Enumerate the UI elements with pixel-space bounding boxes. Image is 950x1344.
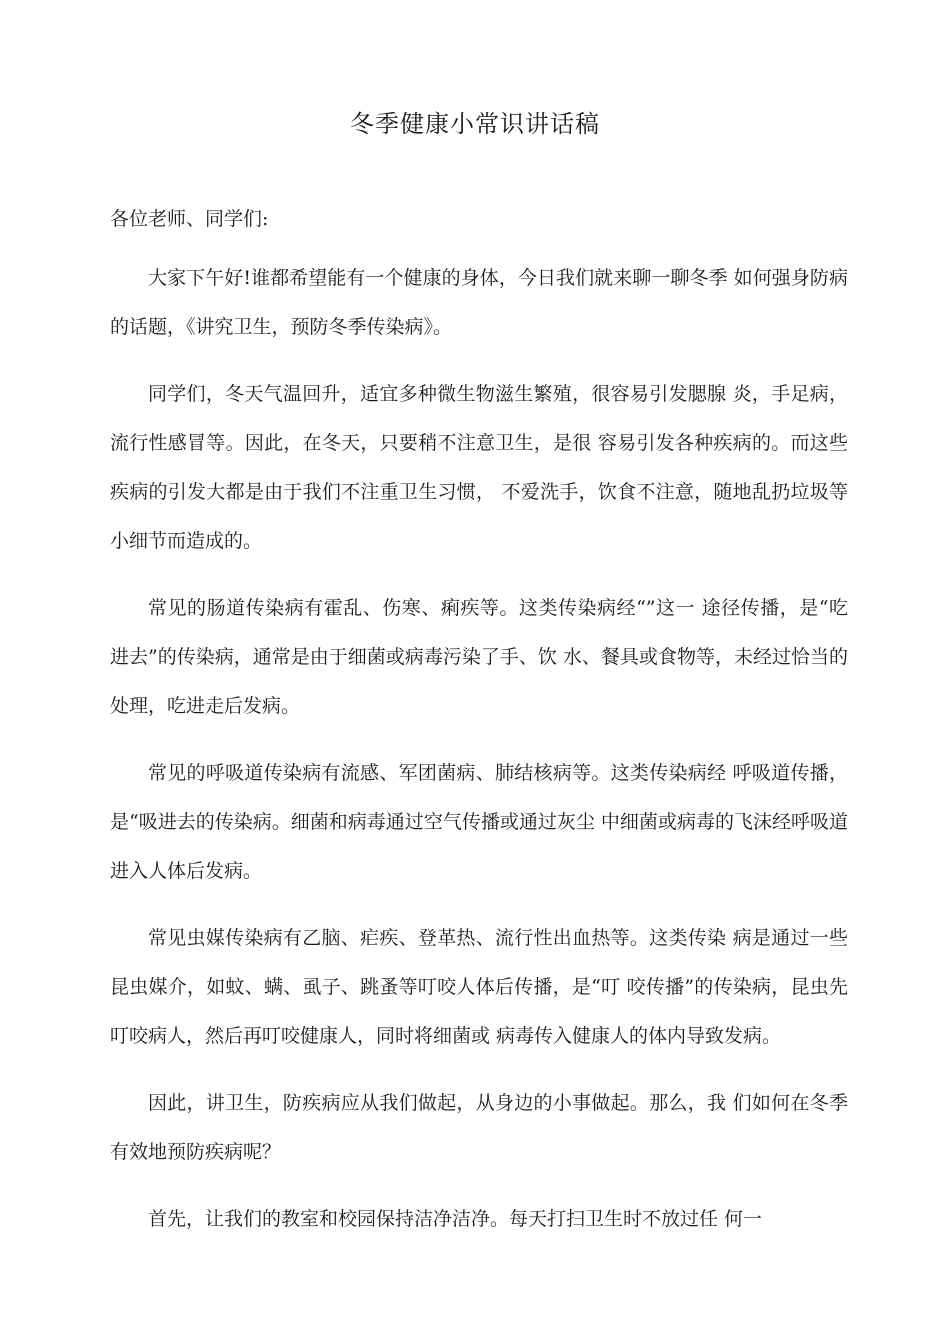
paragraph-greeting: 大家下午好!谁都希望能有一个健康的身体，今日我们就来聊一聊冬季 如何强身防病的话题，《讲究卫生，预防冬季传染病》。 xyxy=(110,267,848,338)
paragraph-respiratory: 常见的呼吸道传染病有流感、军团菌病、肺结核病等。这类传染病经 呼吸道传播，是“吸进去的传染病。细菌和病毒通过空气传播或通过灰尘 中细菌或病毒的飞沫经呼吸道进入人体后发病。 xyxy=(110,762,848,882)
document-title: 冬季健康小常识讲话稿 xyxy=(350,110,600,138)
salutation: 各位老师、同学们: xyxy=(110,208,269,230)
paragraph-first-step: 首先，让我们的教室和校园保持洁净洁净。每天打扫卫生时不放过任 何一 xyxy=(148,1208,763,1230)
paragraph-intestinal: 常见的肠道传染病有霍乱、伤寒、痢疾等。这类传染病经“”这一 途径传播，是“吃进去”的传染病，通常是由于细菌或病毒污染了手、饮 水、餐具或食物等，未经过恰当的处理，吃进走后发病。 xyxy=(110,597,848,717)
paragraph-insect-borne: 常见虫媒传染病有乙脑、疟疾、登革热、流行性出血热等。这类传染 病是通过一些昆虫媒介，如蚊、螨、虱子、跳蚤等叮咬人体后传播，是“叮 咬传播”的传染病，昆虫先叮咬病人，然后再叮咬健康人，同时将细菌或 病毒传入健康人的体内导致发病。 xyxy=(110,927,848,1047)
paragraph-prevention: 因此，讲卫生，防疾病应从我们做起，从身边的小事做起。那么，我 们如何在冬季有效地预防疾病呢？ xyxy=(110,1092,848,1163)
paragraph-winter-diseases: 同学们，冬天气温回升，适宜多种微生物滋生繁殖，很容易引发腮腺 炎，手足病，流行性感冒等。因此，在冬天，只要稍不注意卫生，是很 容易引发各种疾病的。而这些疾病的引发大都是由于我们不注重卫生习惯， 不爱洗手，饮食不注意，随地乱扔垃圾等小细节而造成的。 xyxy=(110,383,848,552)
document-body xyxy=(110,202,848,1262)
